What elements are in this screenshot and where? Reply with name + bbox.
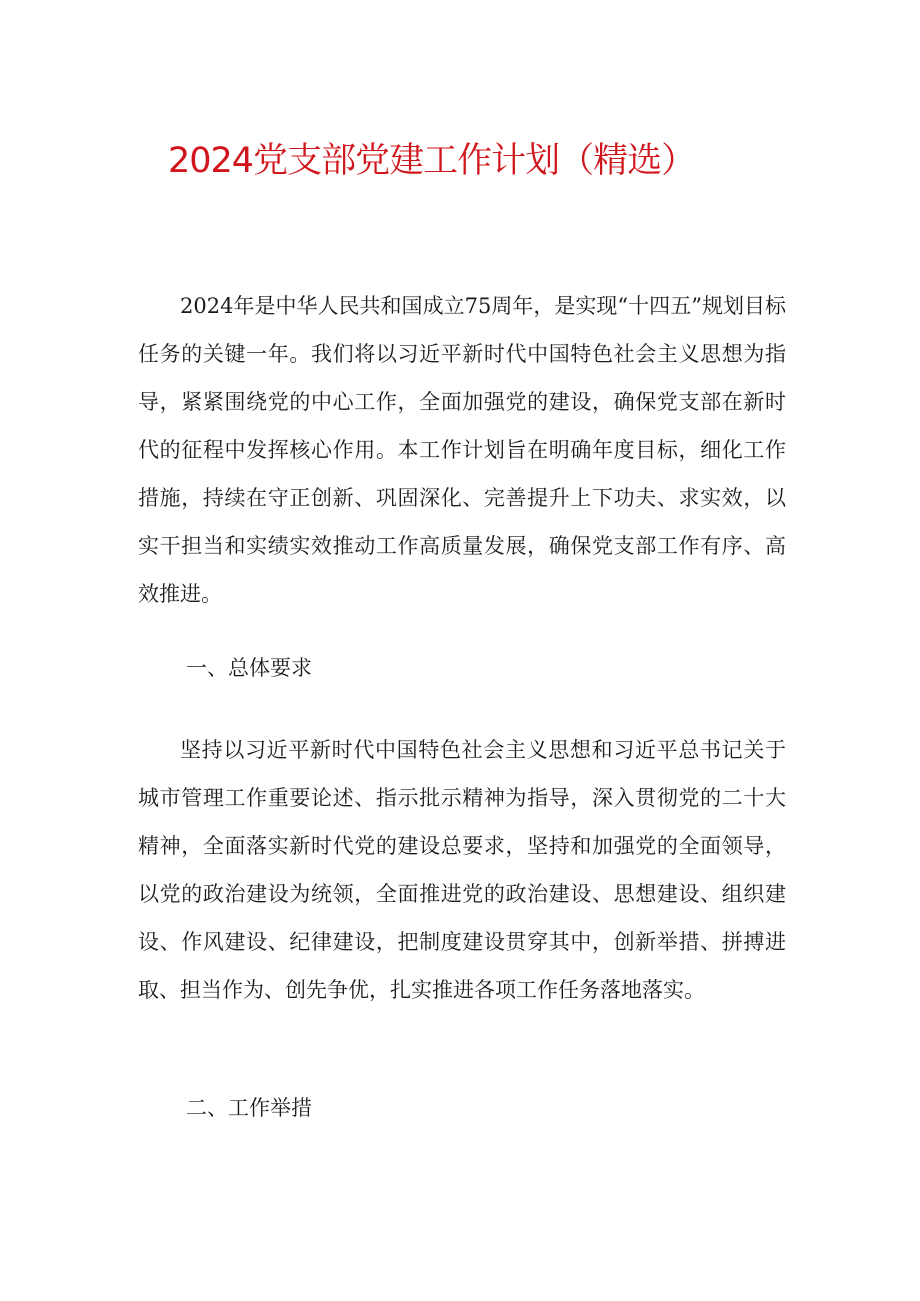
section-heading-general-requirements: 一、总体要求 <box>186 656 312 680</box>
section1-paragraph: 坚持以习近平新时代中国特色社会主义思想和习近平总书记关于城市管理工作重要论述、指示批示精神为指导，深入贯彻党的二十大精神，全面落实新时代党的建设总要求，坚持和加强党的全面领导，以党的政治建设为统领，全面推进党的政治建设、思想建设、组织建设、作风建设、纪律建设，把制度建设贯穿其中，创新举措、拼搏进取、担当作为、创先争优，扎实推进各项工作任务落地落实。 <box>138 738 786 1002</box>
intro-paragraph: 2024年是中华人民共和国成立75周年，是实现“十四五”规划目标任务的关键一年。我们将以习近平新时代中国特色社会主义思想为指导，紧紧围绕党的中心工作，全面加强党的建设，确保党支部在新时代的征程中发挥核心作用。本工作计划旨在明确年度目标，细化工作措施，持续在守正创新、巩固深化、完善提升上下功夫、求实效，以实干担当和实绩实效推动工作高质量发展，确保党支部工作有序、高效推进。 <box>138 294 786 606</box>
section1-paragraph-block <box>138 726 786 1014</box>
document-title: 2024党支部党建工作计划（精选） <box>168 141 696 181</box>
intro-paragraph-block <box>138 282 786 618</box>
section-heading-work-measures: 二、工作举措 <box>186 1096 312 1120</box>
